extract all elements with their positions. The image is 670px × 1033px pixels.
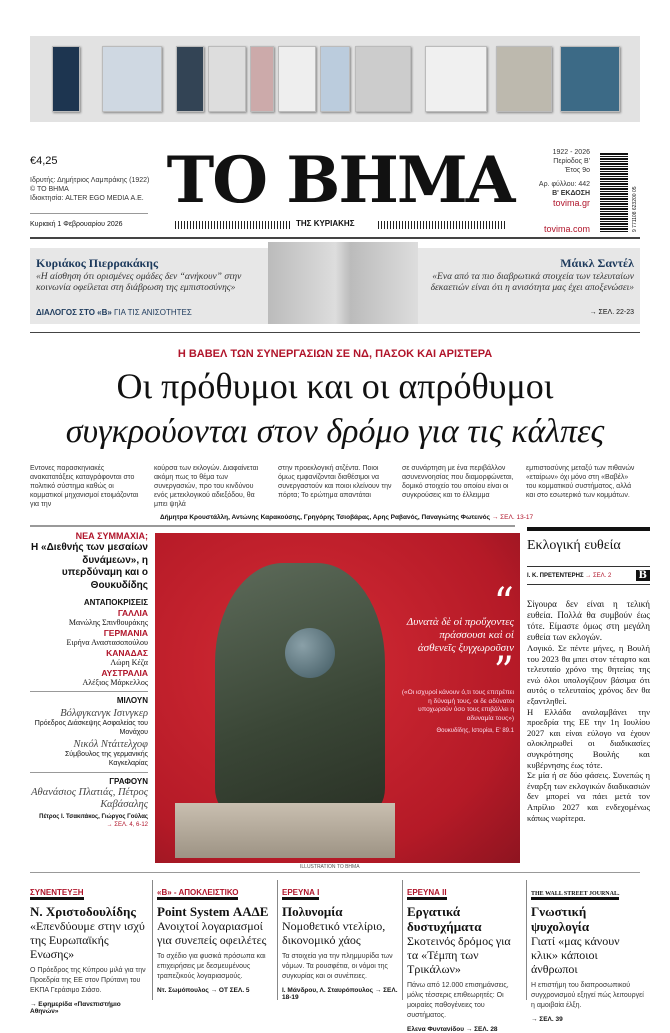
editorial-title[interactable]: Εκλογική ευθεία: [527, 538, 621, 553]
founder: Ιδρυτής: Δημήτριος Λαμπράκης (1922): [30, 177, 150, 184]
quote-translation: («Οι ισχυροί κάνουν ό,τι τους επιτρέπει η δύναμή τους, οι δε αδύνατοι υποχωρούν όσο τους επιβάλλει η αδυναμία τους»): [401, 689, 514, 722]
correspondent-country: ΚΑΝΑΔΑΣ: [106, 648, 148, 658]
site-link-com[interactable]: tovima.com: [543, 224, 590, 234]
lead-column: εμπιστοσύνης μεταξύ των πιθανών «εταίρων» όχι μόνο στη «Βαβέλ» του κομματικού συστήματος, αλλά και στο εσωτερικό των κομμάτων.: [526, 465, 635, 499]
edition: Β' ΕΚΔΟΣΗ: [552, 190, 590, 197]
lead-bylines: Δήμητρα Κρουστάλλη, Αντώνης Καρακούσης, Γρηγόρης Τσιοβάρας, Αρης Ραβανός, Παναγιώτης Φωτεινός → ΣΕΛ. 13-17: [160, 514, 534, 521]
years: 1922 - 2026: [552, 149, 590, 156]
supplement-thumb[interactable]: [52, 46, 80, 112]
story-kicker: «Β» - ΑΠΟΚΛΕΙΣΤΙΚΟ: [157, 888, 238, 900]
other-writers: Πέτρος Ι. Τσακιτάκος, Γιώργος Γούλας: [39, 814, 148, 820]
barcode-number: 9 771108 623200 05: [632, 186, 638, 232]
story-byline: → Εφημερίδα «Πανεπιστήμιο Αθηνών»: [30, 1001, 121, 1015]
speaker-name: Νικόλ Ντάιτελχοφ: [73, 739, 148, 750]
lead-headline[interactable]: Οι πρόθυμοι και οι απρόθυμοι: [116, 366, 554, 406]
masthead-logo: ΤΟ ΒΗΜΑ: [166, 143, 514, 218]
bottom-story[interactable]: [157, 880, 273, 994]
story-byline: Ντ. Σωμόπουλος → ΟΤ ΣΕΛ. 5: [157, 987, 250, 994]
supplement-thumb[interactable]: [320, 46, 350, 112]
issue-number: Αρ. φύλλου: 442: [538, 181, 590, 188]
lead-column: Εντονες παρασκηνιακές ανακατατάξεις καταγράφονται στο πολιτικό σύστημα καθώς οι κομματικοί μηχανισμοί ετοιμάζονται για την: [30, 465, 139, 508]
feature-pages: → ΣΕΛ. 4, 6-12: [106, 822, 148, 828]
issue-date: Κυριακή 1 Φεβρουαρίου 2026: [30, 221, 123, 228]
period: Περίοδος Β': [553, 158, 590, 165]
lead-subhead: συγκρούονται στον δρόμο για τις κάλπες: [65, 413, 605, 450]
supplement-thumb[interactable]: [560, 46, 620, 112]
story-text: Η επιστήμη του διαπροσωπικού συγχρονισμού εξηγεί πώς λειτουργεί η αμοιβαία έλξη.: [531, 982, 644, 1009]
correspondent-name: Λώρη Κέζα: [110, 658, 148, 667]
editorial: [527, 527, 650, 823]
caricature-illustration: [268, 242, 418, 324]
b-badge: Β: [636, 570, 650, 581]
story-subtitle: Ανοιχτοί λογαριασμοί για συνεπείς οφειλέτες: [157, 919, 267, 947]
price: €4,25: [30, 155, 58, 167]
correspondent-name: Μανώλης Σπινθουράκης: [68, 618, 148, 627]
statue: [215, 563, 385, 813]
barcode: [600, 152, 628, 232]
lead-column: στην προεκλογική ατζέντα. Ποιοι όμως εμφανίζονται διαθέσιμοι να συνεργαστούν και ποιοι κλείνουν την πόρτα; Το ερώτημα απαντάται: [278, 465, 392, 499]
story-byline: Ι. Μάνδρου, Λ. Σταυρόπουλος → ΣΕΛ. 18-19: [282, 987, 398, 1001]
editorial-paragraph: Σε μία ή σε δύο φάσεις. Συνεπώς η έναρξη των εκλογικών διαδικασιών δεν μπορεί να πάει μετά τον Απρίλιο 2027 και ενδεχομένως κάπως νωρίτερα.: [527, 770, 650, 823]
supplement-thumb[interactable]: [278, 46, 316, 112]
illustration-credit: ILLUSTRATION ΤΟ ΒΗΜΑ: [300, 864, 360, 870]
bottom-story[interactable]: [282, 880, 398, 1001]
correspondent-country: ΓΑΛΛΙΑ: [117, 608, 148, 618]
quote-source: Θουκυδίδης, Ιστορίαι, Ε' 89.1: [436, 728, 514, 734]
supplement-thumb[interactable]: [102, 46, 162, 112]
editorial-paragraph: Η Ελλάδα αναλαμβάνει την προεδρία της ΕΕ την 1η Ιουλίου 2027 και είναι εύλογο να έχουν ολοκληρωθεί οι διαδικασίες συγκρότησης Βουλής και κυβέρνησης έως τότε.: [527, 706, 650, 770]
supplement-thumb[interactable]: [208, 46, 246, 112]
correspondent-name: Αλέξιος Μάρκελλος: [82, 678, 148, 687]
story-subtitle: Γιατί «μας κάνουν κλικ» κάποιοι άνθρωποι: [531, 934, 620, 976]
correspondent-country: ΓΕΡΜΑΝΙΑ: [103, 628, 148, 638]
supplement-thumb[interactable]: [176, 46, 204, 112]
right-name: Μάικλ Σαντέλ: [560, 256, 634, 270]
left-name: Κυριάκος Πιερρακάκης: [36, 256, 159, 270]
editorial-author: Ι. Κ. ΠΡΕΤΕΝΤΕΡΗΣ: [527, 572, 584, 579]
editorial-paragraph: Λογικό. Σε πέντε μήνες, η Βουλή του 2023 θα μπει στον τέταρτο και τελευταίο χρόνο της θητείας της ενώ όλοι υπολογίζουν βάσιμα ότι αυτός ο τελευταίος χρόνος δεν θα εξαντληθεί.: [527, 643, 650, 706]
right-quote: «Ενα από τα πιο διαβρωτικά στοιχεία των τελευταίων δεκαετιών είναι ότι η ανισότητα μας έχει αποξενώσει»: [430, 272, 634, 293]
editorial-lede: Σίγουρα δεν είναι η τελική ευθεία. Πολλά θα συμβούν έως τότε. Είμαστε όμως στη μεγάλη ευθεία των εκλογών.: [527, 599, 650, 642]
writers-label: ΓΡΑΦΟΥΝ: [109, 777, 148, 786]
correspondent-name: Ειρήνα Αναστασοπούλου: [66, 638, 148, 647]
column-divider: [402, 880, 403, 1000]
story-byline: Ελενα Φυντανίδου → ΣΕΛ. 28: [407, 1026, 498, 1033]
story-title[interactable]: Πολυνομία: [282, 904, 343, 919]
speaker-role: Πρόεδρος Διάσκεψης Ασφαλείας του Μονάχου: [34, 720, 148, 736]
correspondents-label: ΑΝΤΑΠΟΚΡΙΣΕΙΣ: [83, 598, 148, 607]
writers: Αθανάσιος Πλατιάς, Πέτρος Καβάσαλης: [31, 787, 148, 810]
column-divider: [526, 880, 527, 1000]
imprint: [30, 176, 155, 203]
open-quote-icon: “: [493, 580, 514, 626]
supplement-thumb[interactable]: [425, 46, 487, 112]
story-text: Τα στοιχεία για την πλημμυρίδα των νόμων. Τα ρουσφέτια, οι νόμοι της συγκυρίας και οι συνέπειες.: [282, 953, 393, 980]
dialog-banner[interactable]: [30, 248, 640, 324]
correspondent-country: ΑΥΣΤΡΑΛΙΑ: [101, 668, 148, 678]
lead-column: σε συνάρτηση με ένα περιβάλλον ασυνεννοησίας που διαμορφώνεται, δομικό στοιχείο του οποίου είναι οι συγκρούσεις και το έλλειμμα: [402, 465, 514, 499]
story-title[interactable]: Γνωστική ψυχολογία: [531, 904, 590, 934]
pedestal: [175, 803, 395, 858]
story-title[interactable]: Point System ΑΑΔΕ: [157, 904, 269, 919]
story-kicker: ΕΡΕΥΝΑ Ι: [282, 888, 319, 900]
supplements-strip: [30, 36, 640, 122]
story-subtitle: Νομοθετικό ντελίριο, δικονομικό χάος: [282, 919, 386, 947]
speakers-label: ΜΙΛΟΥΝ: [116, 696, 148, 705]
story-kicker: ΣΥΝΕΝΤΕΥΞΗ: [30, 888, 84, 900]
story-text: Πάνω από 12.000 επισημάνσεις, μόλις τέσσερις επιθεωρητές: Οι μοιραίες παθογένειες του συστήματος.: [407, 982, 509, 1019]
year: Έτος 9ο: [564, 167, 590, 174]
story-text: Ο Πρόεδρος της Κύπρου μιλά για την Προεδρία της ΕΕ στον Πρύτανη του ΕΚΠΑ Γεράσιμο Σιάσο.: [30, 967, 146, 994]
masthead-meta: [520, 148, 590, 208]
column-divider: [152, 880, 153, 1000]
close-quote-icon: ”: [493, 649, 514, 695]
story-kicker: THE WALL STREET JOURNAL.: [531, 891, 619, 900]
supplement-thumb[interactable]: [496, 46, 552, 112]
thucydides-illustration: [155, 533, 520, 863]
lead-columns: [30, 464, 640, 509]
feature-kicker: ΝΕΑ ΣΥΜΜΑΧΙΑ;: [75, 531, 148, 541]
story-byline: → ΣΕΛ. 39: [531, 1016, 563, 1023]
supplement-thumb[interactable]: [355, 46, 411, 112]
thucydides-quote: Δυνατὰ δὲ οἱ προὔχοντες πράσσουσι καὶ οἱ ἀσθενεῖς ξυγχωροῦσιν: [406, 616, 514, 654]
bottom-story[interactable]: [407, 880, 523, 1033]
feature-sidebar: [30, 531, 148, 829]
story-text: Το σχέδιο για φυσικά πρόσωπα και επιχειρήσεις με δεσμευμένους τραπεζικούς λογαριασμούς.: [157, 953, 266, 980]
dialog-label: ΔΙΑΛΟΓΟΣ ΣΤΟ «Β» ΓΙΑ ΤΙΣ ΑΝΙΣΟΤΗΤΕΣ: [36, 308, 192, 317]
left-quote: «Η αίσθηση ότι ορισμένες ομάδες δεν “ανήκουν” στην κοινωνία οφείλεται στη διάβρωση της εμπιστοσύνης»: [36, 272, 242, 293]
site-link[interactable]: tovima.gr: [552, 198, 590, 208]
story-kicker: ΕΡΕΥΝΑ ΙΙ: [407, 888, 447, 900]
bottom-story[interactable]: [30, 880, 146, 1015]
column-divider: [277, 880, 278, 1000]
feature-title[interactable]: Η «Διεθνής των μεσαίων δυνάμεων», η υπερδύναμη και ο Θουκυδίδης: [31, 542, 148, 591]
quote-panel: [400, 580, 514, 735]
story-subtitle: «Επενδύουμε στην ισχύ της Ευρωπαϊκής Ενωσης»: [30, 919, 145, 961]
supplement-thumb[interactable]: [250, 46, 274, 112]
masthead-subtitle: ΤΗΣ ΚΥΡΙΑΚΗΣ: [296, 219, 355, 228]
owner: Ιδιοκτησία: ALTER EGO MEDIA Α.Ε.: [30, 195, 144, 202]
bottom-story[interactable]: [531, 880, 647, 1023]
story-subtitle: Σκοτεινός δρόμος για τα «Τέμπη των Τρικάλων»: [407, 934, 511, 976]
lead-column: κούρσα των εκλογών. Διαφαίνεται ακόμη πως το θέμα των συνεργασιών, προ του κινδύνου ενός μετεκλογικού αδιεξόδου, θα μπει ψηλά: [154, 465, 259, 508]
editorial-pages: → ΣΕΛ. 2: [585, 572, 612, 579]
speaker-role: Σύμβουλος της γερμανικής Καγκελαρίας: [64, 751, 148, 767]
lead-kicker: Η ΒΑΒΕΛ ΤΩΝ ΣΥΝΕΡΓΑΣΙΩΝ ΣΕ ΝΔ, ΠΑΣΟΚ ΚΑΙ ΑΡΙΣΤΕΡΑ: [177, 348, 493, 360]
story-title[interactable]: Ν. Χριστοδουλίδης: [30, 904, 136, 919]
speaker-name: Βόλφγκανγκ Ισινγκερ: [60, 708, 148, 719]
story-title[interactable]: Εργατικά δυστυχήματα: [407, 904, 482, 934]
dialog-pages: → ΣΕΛ. 22-23: [589, 309, 634, 316]
globe: [285, 628, 335, 678]
copyright: © ΤΟ ΒΗΜΑ: [30, 186, 69, 193]
